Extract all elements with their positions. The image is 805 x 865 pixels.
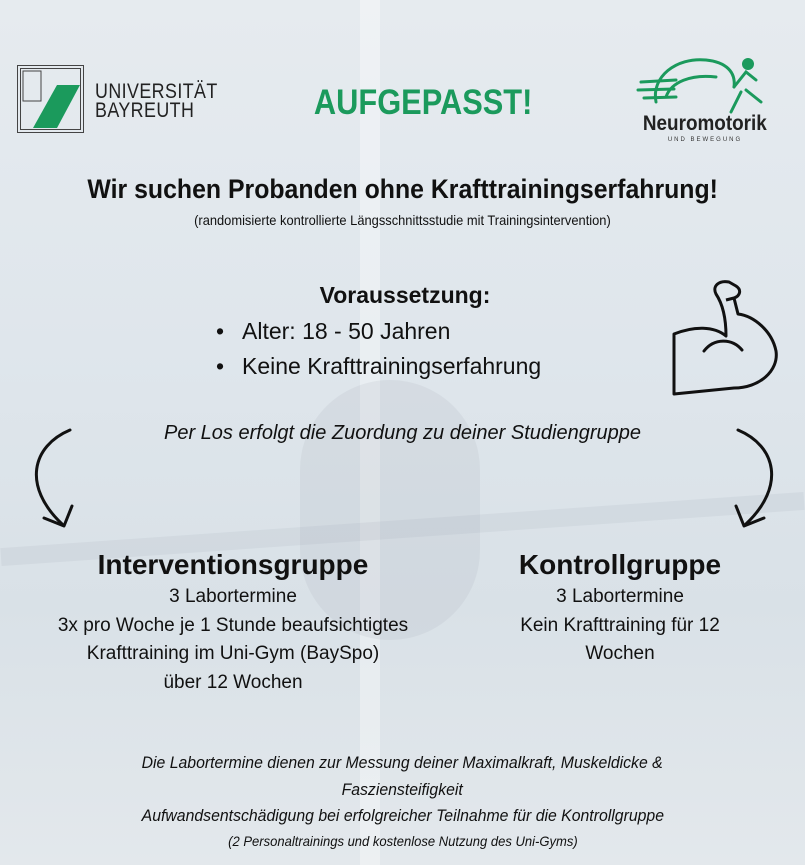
footer-line-4: (2 Personaltrainings und kostenlose Nutzung des Uni-Gyms) xyxy=(227,832,578,849)
requirement-text: Keine Krafttrainingserfahrung xyxy=(242,353,542,379)
control-line: Wochen xyxy=(585,643,655,664)
neuromotorik-tagline: UND BEWEGUNG xyxy=(667,137,743,143)
footer-notes xyxy=(0,750,805,852)
flexed-bicep-icon xyxy=(664,276,782,400)
headline: AUFGEPASST! xyxy=(313,83,533,122)
university-name-line2: BAYREUTH xyxy=(95,99,195,122)
intervention-line: Krafttraining im Uni-Gym (BaySpo) xyxy=(86,643,380,664)
brain-runner-icon xyxy=(636,52,766,114)
curved-arrow-left-icon xyxy=(22,426,84,534)
requirement-item: • Alter: 18 - 50 Jahren xyxy=(216,318,451,344)
subtitle: (randomisierte kontrollierte Längsschnittsstudie mit Trainingsintervention) xyxy=(194,212,611,228)
requirement-text: Alter: 18 - 50 Jahren xyxy=(242,318,451,344)
requirement-item: • Keine Krafttrainingserfahrung xyxy=(216,353,542,379)
control-group-title: Kontrollgruppe xyxy=(518,549,722,580)
page-title: Wir suchen Probanden ohne Krafttrainingserfahrung! xyxy=(87,174,718,204)
intervention-line: 3 Labortermine xyxy=(169,586,297,607)
requirements-list xyxy=(216,314,541,384)
footer-line-3: Aufwandsentschädigung bei erfolgreicher Teilnahme für die Kontrollgruppe xyxy=(141,806,664,825)
intervention-group-title: Interventionsgruppe xyxy=(97,549,369,580)
requirements-heading: Voraussetzung: xyxy=(319,282,491,308)
university-name-line1: UNIVERSITÄT xyxy=(95,80,218,103)
neuromotorik-name: Neuromotorik xyxy=(643,112,767,135)
control-line: 3 Labortermine xyxy=(556,586,684,607)
intervention-group xyxy=(20,547,446,697)
headline-wrap xyxy=(260,83,586,123)
control-line: Kein Krafttraining für 12 xyxy=(520,614,720,636)
assignment-text: Per Los erfolgt die Zuordung zu deiner Studiengruppe xyxy=(164,422,641,444)
footer-line-2: Fasziensteifigkeit xyxy=(341,779,464,799)
university-logo-mark xyxy=(17,65,85,134)
footer-line-1: Die Labortermine dienen zur Messung deiner Maximalkraft, Muskeldicke & xyxy=(141,753,664,772)
intervention-line: über 12 Wochen xyxy=(163,671,303,693)
intervention-line: 3x pro Woche je 1 Stunde beaufsichtigtes xyxy=(57,614,409,636)
control-group xyxy=(480,547,760,669)
curved-arrow-right-icon xyxy=(724,426,786,534)
